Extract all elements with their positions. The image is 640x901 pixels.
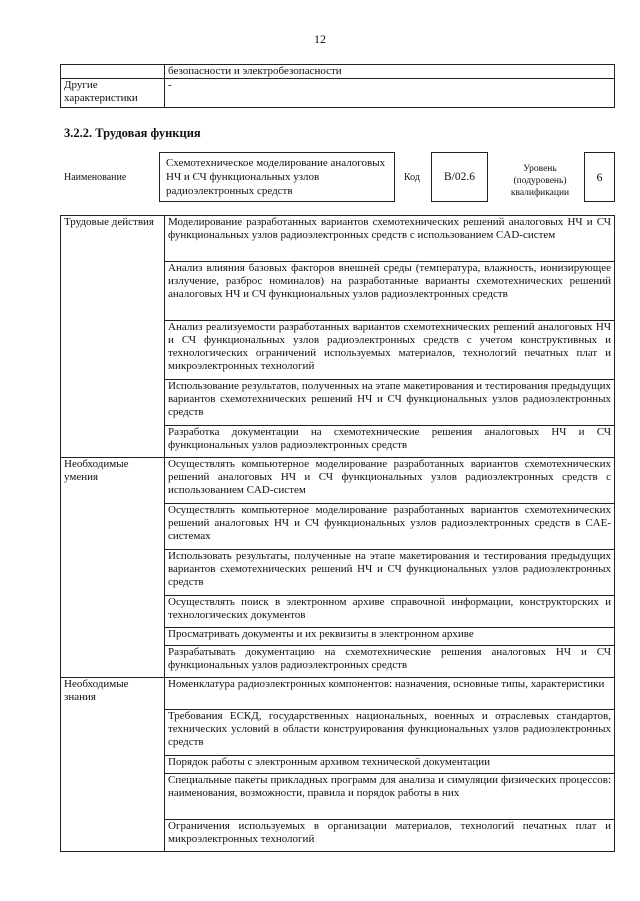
level-value-box: 6 <box>584 152 615 202</box>
prev-section-table <box>60 64 615 108</box>
table-row <box>61 458 615 504</box>
row-label: Другие характеристики <box>61 79 165 108</box>
list-item: Осуществлять компьютерное моделирование разработанных вариантов схемотехнических решений аналоговых НЧ и СЧ функциональных узлов радиоэлектронных средств в CAE-системах <box>165 504 615 550</box>
list-item: Номенклатура радиоэлектронных компонентов: назначения, основные типы, характеристики <box>165 678 615 710</box>
list-item: Анализ реализуемости разработанных вариантов схемотехнических решений аналоговых НЧ и СЧ функциональных узлов радиоэлектронных средств с учетом конструктивных и технологических ограничений используемых материалов, технологий печатных плат и микроэлектронных технологий <box>165 321 615 380</box>
table-row <box>61 216 615 262</box>
table-row <box>61 65 615 79</box>
list-item: Просматривать документы и их реквизиты в электронном архиве <box>165 628 615 646</box>
list-item: Использование результатов, полученных на этапе макетирования и тестирования предыдущих вариантов схемотехнических решений НЧ и СЧ функциональных узлов радиоэлектронных средств <box>165 380 615 426</box>
table-row <box>61 678 615 710</box>
list-item: Использовать результаты, полученные на этапе макетирования и тестирования предыдущих вариантов схемотехнических решений НЧ и СЧ функциональных узлов радиоэлектронных средств <box>165 550 615 596</box>
group-title-skills: Необходимые умения <box>61 458 165 678</box>
group-title-knowledge: Необходимые знания <box>61 678 165 852</box>
name-label: Наименование <box>64 172 127 183</box>
code-label: Код <box>404 172 420 183</box>
list-item: Требования ЕСКД, государственных национальных, военных и отраслевых стандартов, технических условий в области конструирования функциональных узлов радиоэлектронных средств <box>165 710 615 756</box>
list-item: Анализ влияния базовых факторов внешней среды (температура, влажность, ионизирующее излучение, разброс номиналов) на разработанные варианты схемотехнических решений аналоговых НЧ и СЧ функциональных узлов радиоэлектронных средств <box>165 262 615 321</box>
row-value: - <box>165 79 615 108</box>
code-value-box: В/02.6 <box>431 152 488 202</box>
list-item: Разрабатывать документацию на схемотехнические решения аналоговых НЧ и СЧ функциональных узлов радиоэлектронных средств <box>165 646 615 678</box>
level-label: Уровень (подуровень) квалификации <box>510 164 570 198</box>
row-value: безопасности и электробезопасности <box>165 65 615 79</box>
list-item: Моделирование разработанных вариантов схемотехнических решений аналоговых НЧ и СЧ функциональных узлов радиоэлектронных средств с использованием CAD-систем <box>165 216 615 262</box>
list-item: Осуществлять компьютерное моделирование разработанных вариантов схемотехнических решений аналоговых НЧ и СЧ функциональных узлов радиоэлектронных средств с использованием CAD-систем <box>165 458 615 504</box>
list-item: Специальные пакеты прикладных программ для анализа и симуляции физических процессов: наименования, возможности, правила и порядок работы в них <box>165 774 615 820</box>
row-label <box>61 65 165 79</box>
list-item: Осуществлять поиск в электронном архиве справочной информации, конструкторских и технологических документов <box>165 596 615 628</box>
section-title: 3.2.2. Трудовая функция <box>64 126 201 140</box>
labor-function-table <box>60 215 615 852</box>
list-item: Порядок работы с электронным архивом технической документации <box>165 756 615 774</box>
list-item: Разработка документации на схемотехнические решения аналоговых НЧ и СЧ функциональных узлов радиоэлектронных средств <box>165 426 615 458</box>
list-item: Ограничения используемых в организации материалов, технологий печатных плат и микроэлектронных технологий <box>165 820 615 852</box>
group-title-actions: Трудовые действия <box>61 216 165 458</box>
page-number: 12 <box>314 32 326 46</box>
function-name-box: Схемотехническое моделирование аналоговых НЧ и СЧ функциональных узлов радиоэлектронных средств <box>159 152 395 202</box>
table-row <box>61 79 615 108</box>
